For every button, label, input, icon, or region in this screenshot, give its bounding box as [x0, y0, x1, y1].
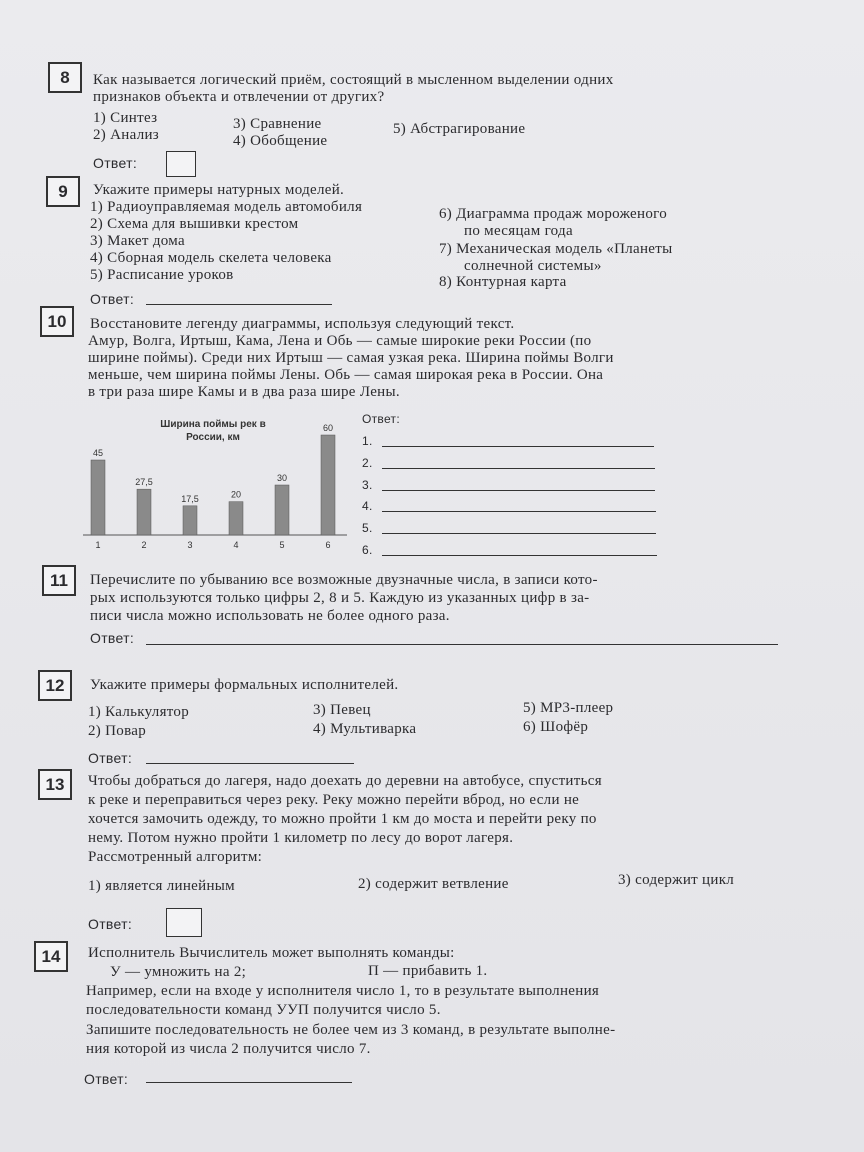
q9-option-4: 4) Сборная модель скелета человека [90, 250, 332, 266]
q13-text-line-4: нему. Потом нужно пройти 1 километр по лесу до ворот лагеря. [88, 830, 514, 846]
question-14-number: 14 [34, 941, 68, 972]
q9-option-7: 7) Механическая модель «Планеты [439, 241, 673, 257]
q12-text: Укажите примеры формальных исполнителей. [90, 677, 399, 693]
q14-text-line-7: ния которой из числа 2 получится число 7. [86, 1041, 371, 1057]
q9-option-8: 8) Контурная карта [439, 274, 567, 290]
q8-option-1: 1) Синтез [93, 110, 158, 126]
chart-value-label-3: 17,5 [181, 493, 199, 504]
q8-option-4: 4) Обобщение [233, 133, 328, 149]
q11-text-line-1: Перечислите по убыванию все возможные двузначные числа, в записи кото- [90, 572, 598, 588]
q9-option-6-cont: по месяцам года [464, 223, 573, 239]
q8-answer-label: Ответ: [93, 155, 138, 171]
q12-option-3: 3) Певец [313, 702, 371, 718]
chart-title-line-1: Ширина поймы рек в [160, 419, 266, 430]
q12-option-6: 6) Шофёр [523, 719, 589, 735]
chart-value-label-4: 20 [230, 489, 242, 500]
q10-answer-line-4[interactable] [382, 511, 656, 512]
q14-command-p: П — прибавить 1. [368, 963, 488, 979]
q10-answer-line-2[interactable] [382, 468, 655, 469]
chart-category-label-4: 4 [233, 540, 239, 550]
q9-option-3: 3) Макет дома [90, 233, 185, 249]
river-width-chart [75, 405, 355, 555]
q10-answer-num-4: 4. [362, 499, 373, 513]
q12-option-1: 1) Калькулятор [88, 704, 190, 720]
q10-answer-line-5[interactable] [382, 533, 656, 534]
q14-text-line-5: последовательности команд УУП получится число 5. [86, 1002, 441, 1018]
chart-category-label-5: 5 [279, 540, 285, 550]
q13-answer-label: Ответ: [88, 916, 133, 932]
q9-option-6: 6) Диаграмма продаж мороженого [439, 206, 668, 222]
q10-answer-num-1: 1. [362, 434, 373, 448]
q9-option-1: 1) Радиоуправляемая модель автомобиля [90, 199, 363, 215]
q11-answer-line[interactable] [146, 644, 778, 645]
q10-text-line-2: Амур, Волга, Иртыш, Кама, Лена и Обь — самые широкие реки России (по [88, 333, 592, 349]
chart-value-label-1: 45 [92, 448, 104, 458]
q12-answer-label: Ответ: [88, 750, 133, 766]
q14-answer-label: Ответ: [84, 1071, 129, 1087]
chart-bar-5 [275, 485, 289, 535]
chart-value-label-2: 27,5 [135, 477, 153, 488]
q10-text-line-1: Восстановите легенду диаграммы, используя следующий текст. [90, 316, 515, 332]
chart-bar-4 [229, 502, 243, 535]
q10-answer-label: Ответ: [362, 412, 400, 426]
q14-answer-line[interactable] [146, 1082, 352, 1083]
q10-answer-num-5: 5. [362, 521, 373, 535]
q9-text: Укажите примеры натурных моделей. [93, 182, 345, 198]
q10-answer-num-3: 3. [362, 478, 373, 492]
q9-answer-line[interactable] [146, 304, 332, 305]
chart-category-label-2: 2 [141, 540, 147, 550]
q11-text-line-2: рых используются только цифры 2, 8 и 5. Каждую из указанных цифр в за- [90, 590, 590, 606]
chart-value-label-6: 60 [322, 423, 334, 433]
chart-value-label-5: 30 [276, 473, 288, 483]
q13-option-1: 1) является линейным [88, 878, 235, 894]
chart-category-label-6: 6 [325, 540, 331, 550]
q13-option-2: 2) содержит ветвление [358, 876, 509, 892]
q14-text-line-4: Например, если на входе у исполнителя число 1, то в результате выполнения [86, 983, 600, 999]
q13-option-3: 3) содержит цикл [618, 872, 735, 888]
q14-text-line-6: Запишите последовательность не более чем из 3 команд, в результате выполне- [86, 1022, 616, 1038]
q12-answer-line[interactable] [146, 763, 354, 764]
q12-option-5: 5) MP3-плеер [523, 700, 614, 716]
chart-title-line-2: России, км [186, 432, 240, 443]
q8-text-line-1: Как называется логический приём, состоящий в мысленном выделении одних [93, 72, 614, 88]
question-13-number: 13 [38, 769, 72, 800]
q10-answer-line-6[interactable] [382, 555, 657, 556]
q11-answer-label: Ответ: [90, 630, 135, 646]
chart-category-label-3: 3 [187, 540, 193, 550]
q9-answer-label: Ответ: [90, 291, 135, 307]
q10-text-line-3: ширине поймы). Среди них Иртыш — самая узкая река. Ширина поймы Волги [88, 350, 614, 366]
chart-bar-2 [137, 489, 151, 535]
chart-bar-1 [91, 460, 105, 535]
q8-text-line-2: признаков объекта и отвлечении от других? [93, 89, 385, 105]
q10-answer-num-6: 6. [362, 543, 373, 557]
q8-option-2: 2) Анализ [93, 127, 160, 143]
question-9-number: 9 [46, 176, 80, 207]
q8-option-5: 5) Абстрагирование [393, 121, 526, 137]
q9-option-7-cont: солнечной системы» [464, 258, 602, 274]
q13-text-line-2: к реке и переправиться через реку. Реку можно перейти вброд, но если не [88, 792, 580, 808]
q14-text-line-1: Исполнитель Вычислитель может выполнять команды: [88, 945, 455, 961]
question-10-number: 10 [40, 306, 74, 337]
q13-answer-box[interactable] [166, 908, 202, 937]
q13-text-line-5: Рассмотренный алгоритм: [88, 849, 263, 865]
q11-text-line-3: писи числа можно использовать не более одного раза. [90, 608, 450, 624]
q13-text-line-1: Чтобы добраться до лагеря, надо доехать до деревни на автобусе, спуститься [88, 773, 602, 789]
q9-option-2: 2) Схема для вышивки крестом [90, 216, 299, 232]
q10-answer-line-3[interactable] [382, 490, 655, 491]
question-8-number: 8 [48, 62, 82, 93]
q12-option-4: 4) Мультиварка [313, 721, 417, 737]
question-12-number: 12 [38, 670, 72, 701]
q9-option-5: 5) Расписание уроков [90, 267, 234, 283]
chart-bar-3 [183, 506, 197, 535]
q10-text-line-5: в три раза шире Камы и в два раза шире Лены. [88, 384, 400, 400]
q10-answer-num-2: 2. [362, 456, 373, 470]
chart-bar-6 [321, 435, 335, 535]
q10-text-line-4: меньше, чем ширина поймы Лены. Обь — самая широкая река в России. Она [88, 367, 604, 383]
q13-text-line-3: хочется замочить одежду, то можно пройти 1 км до моста и перейти реку по [88, 811, 597, 827]
q8-answer-box[interactable] [166, 151, 196, 177]
chart-category-label-1: 1 [95, 540, 101, 550]
q10-answer-line-1[interactable] [382, 446, 654, 447]
question-11-number: 11 [42, 565, 76, 596]
q14-command-u: У — умножить на 2; [110, 964, 247, 980]
q8-option-3: 3) Сравнение [233, 116, 322, 132]
q12-option-2: 2) Повар [88, 723, 147, 739]
